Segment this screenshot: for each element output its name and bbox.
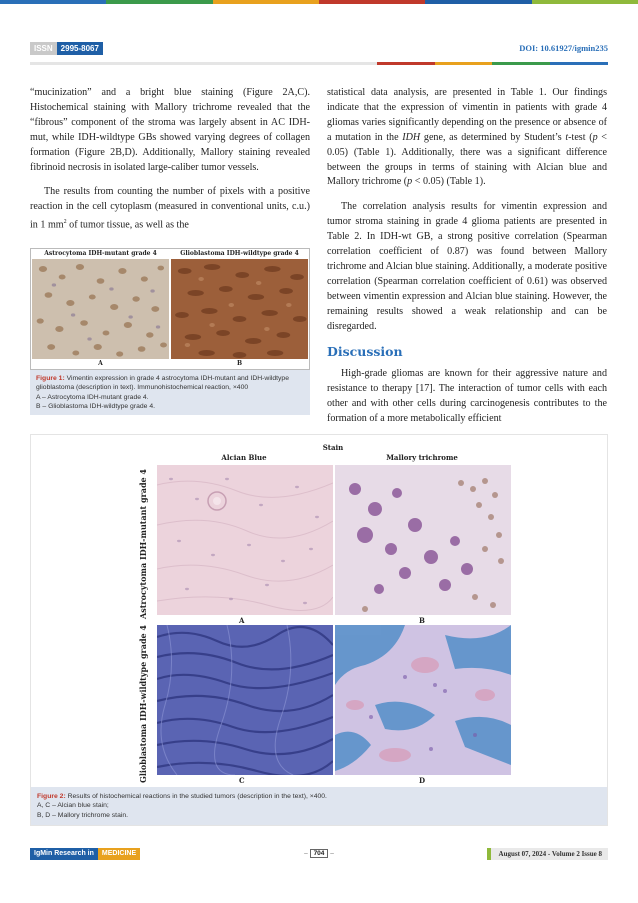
figure-1-caption: Figure 1: Vimentin expression in grade 4 astrocytoma IDH-mutant and IDH-wildtype glioblastoma (description in text). Immunohistochemical reaction, ×400 A – Astrocytoma IDH-mutant grade 4. B – Glioblastoma IDH-wildtype grade 4. bbox=[30, 370, 310, 415]
figure-2-col-mallory: Mallory trichrome bbox=[386, 453, 458, 462]
micrograph-glioblastoma-vimentin bbox=[171, 259, 308, 359]
issn-key: ISSN bbox=[30, 42, 57, 55]
left-column bbox=[30, 86, 310, 244]
figure-2-caption-line: A, C – Alcian blue stain; bbox=[37, 802, 109, 810]
header-rule bbox=[30, 62, 608, 65]
issue-date: August 07, 2024 - Volume 2 Issue 8 bbox=[487, 848, 608, 860]
section-heading-discussion: Discussion bbox=[327, 343, 403, 359]
journal-brand-section: MEDICINE bbox=[98, 848, 140, 860]
figure-2-letter-b: B bbox=[419, 616, 425, 625]
figure-1-caption-line: B – Glioblastoma IDH-wildtype grade 4. bbox=[36, 402, 155, 410]
figure-2-row-glioblastoma: Glioblastoma IDH-wildtype grade 4 bbox=[138, 625, 148, 783]
figure-2-caption-line: B, D – Mallory trichrome stain. bbox=[37, 811, 129, 819]
page-number: – 704 – bbox=[304, 850, 334, 857]
paragraph: The results from counting the number of pixels with a positive reaction in the cell cytoplasm (measured in conventional units, c.u.) in 1 $mm^2$ of tumor tissue, as well as the bbox=[30, 186, 310, 231]
figure-1-label-left: Astrocytoma IDH-mutant grade 4 bbox=[44, 250, 157, 257]
issn-value: 2995-8067 bbox=[57, 42, 103, 55]
micrograph-a-alcian-astrocytoma bbox=[157, 465, 333, 615]
micrograph-d-mallory-glioblastoma bbox=[335, 625, 511, 775]
figure-1-letter-a: A bbox=[98, 360, 103, 367]
figure-1-caption-title: Figure 1: bbox=[36, 375, 65, 382]
figure-2-col-alcian: Alcian Blue bbox=[221, 453, 267, 462]
figure-2-caption-title: Figure 2: bbox=[37, 793, 66, 801]
micrograph-c-alcian-glioblastoma bbox=[157, 625, 333, 775]
figure-2-caption: Figure 2: Results of histochemical reactions in the studied tumors (description in the text), ×400. A, C – Alcian blue stain; B, D – Mallory trichrome stain. bbox=[31, 787, 607, 825]
journal-brand[interactable] bbox=[30, 848, 140, 860]
figure-2-row-astrocytoma: Astrocytoma IDH-mutant grade 4 bbox=[138, 469, 149, 619]
paragraph: statistical data analysis, are presented in Table 1. Our findings indicate that the expression of vimentin in patients with grade 4 gliomas varies significantly depending on the presence or absence of a mutation in the IDH gene, as determined by Student’s t-test (p < 0.05) (Table 1). Additionally, there was a significant difference between the groups in terms of staining with Alcian blue and Mallory trichrome (p < 0.05) (Table 1). bbox=[327, 87, 607, 188]
right-column bbox=[327, 86, 607, 437]
doi-link[interactable]: DOI: 10.61927/igmin235 bbox=[519, 43, 608, 53]
figure-1-letter-b: B bbox=[236, 360, 243, 367]
micrograph-astrocytoma-vimentin bbox=[32, 259, 169, 359]
figure-1-panels bbox=[30, 248, 310, 370]
paragraph: The correlation analysis results for vimentin expression and tumor stroma staining in grade 4 glioma patients are presented in Table 2. In IDH-wt GB, a strong positive correlation (Spearman correlation coefficient of 0.87) was found between Mallory trichrome and Alcian blue staining. Additionally, a moderate positive correlation (Spearman correlation coefficient of 0.61) was observed between vimentin expression and Alcian blue staining. However, the remaining results showed a weak relationship and can be disregarded. bbox=[327, 201, 607, 332]
issn-badge bbox=[30, 42, 103, 55]
journal-brand-name: IgMin Research in bbox=[30, 848, 98, 860]
paragraph: “mucinization” and a bright blue staining (Figure 2A,C). Histochemical staining with Mallory trichrome revealed that the “fibrous” component of the stroma was largely absent in AC IDH-mut, while IDH-wildtype GBs showed varying degrees of collagen formation (Figure 2B,D). Additionally, Mallory staining revealed fibrinoid necrosis in isolated large-caliber tumor vessels. bbox=[30, 87, 310, 173]
micrograph-b-mallory-astrocytoma bbox=[335, 465, 511, 615]
figure-1 bbox=[30, 248, 310, 420]
figure-2 bbox=[30, 434, 608, 826]
figure-1-label-right: Glioblastoma IDH-wildtype grade 4 bbox=[180, 250, 299, 257]
figure-2-letter-a: A bbox=[239, 616, 245, 625]
paragraph: High-grade gliomas are known for their aggressive nature and resistance to therapy [17]. The interaction of tumor cells with each other and with other cells during carcinogenesis contributes to the formation of a more metabolically efficient bbox=[327, 368, 607, 425]
page-footer bbox=[30, 848, 608, 860]
top-color-stripe bbox=[0, 0, 638, 4]
figure-2-letter-d: D bbox=[419, 776, 426, 785]
figure-2-letter-c: C bbox=[239, 776, 245, 785]
figure-2-grid bbox=[131, 443, 511, 783]
figure-2-stain-label: Stain bbox=[322, 443, 344, 452]
figure-1-caption-line: A – Astrocytoma IDH-mutant grade 4. bbox=[36, 393, 149, 401]
